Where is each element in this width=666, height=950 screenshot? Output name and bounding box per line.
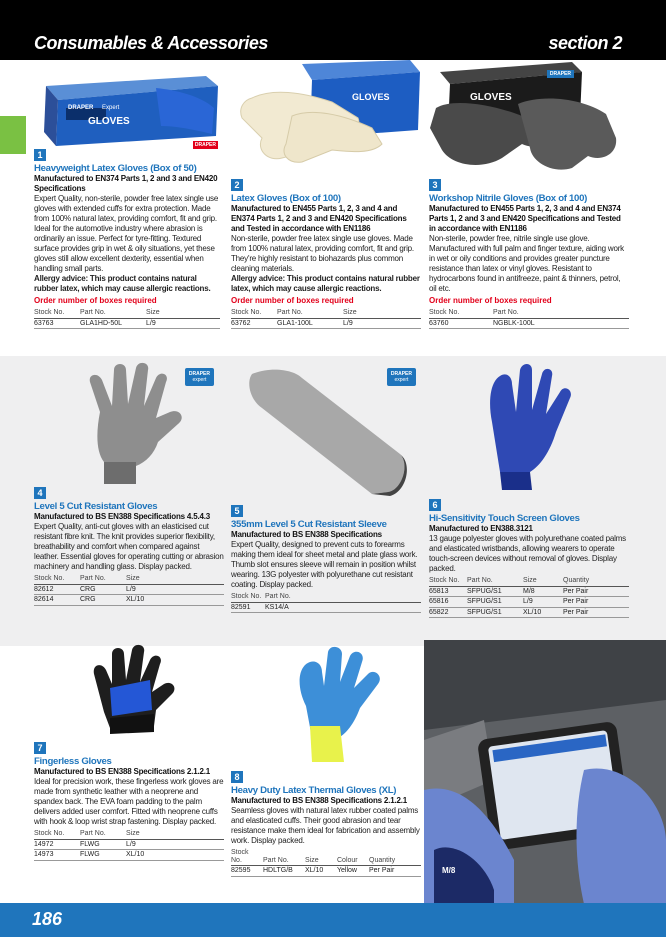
footer-bar (0, 903, 666, 937)
section-label: section 2 (548, 33, 622, 53)
quantity-cell: Per Pair (563, 607, 629, 618)
part-cell: CRG (80, 584, 126, 595)
quantity-cell: Per Pair (369, 866, 421, 877)
quantity-cell: Per Pair (563, 597, 629, 608)
product-title: Level 5 Cut Resistant Gloves (34, 501, 158, 512)
cut-resistant-sleeve-image (232, 362, 422, 502)
col-stock: Stock No. (231, 593, 265, 602)
col-size: Size (305, 849, 337, 866)
col-stock: Stock No. (34, 830, 80, 839)
stock-cell: 65822 (429, 607, 467, 618)
page-header (0, 0, 666, 60)
table-row (34, 850, 224, 861)
product-title: Workshop Nitrile Gloves (Box of 100) (429, 193, 588, 204)
table-row (231, 602, 421, 613)
col-stock: Stock No. (231, 849, 263, 866)
spec-table (34, 575, 224, 606)
size-cell: M/8 (523, 586, 563, 597)
colour-cell: Yellow (337, 866, 369, 877)
part-cell: SFPUG/S1 (467, 586, 523, 597)
touch-screen-glove-image (470, 362, 600, 492)
quantity-cell: Per Pair (563, 586, 629, 597)
table-row (429, 586, 629, 597)
table-row (34, 839, 224, 850)
product-card-7 (34, 738, 224, 861)
product-description: Non-sterile, powder free, nitrile single use glove. Manufactured with full palm and finger texture, aiding work in wet or oily conditions and provides greater puncture resistance than latex or vinyl gloves. Resistant to hydrocarbons found in antifreeze, paint & thinners, petrol, oil etc. (429, 234, 624, 293)
allergy-advice: Allergy advice: This product contains natural rubber latex, which may cause allergic reactions. (231, 274, 420, 293)
table-row (231, 318, 421, 329)
product-description: Non-sterile, powder free latex single use gloves. Made from 100% natural latex, providing comfort, fit and grip. They're highly resistant to biohazards plus common cleaning materials. (231, 234, 414, 273)
latex-gloves-100-image (232, 58, 422, 170)
col-quantity: Quantity (563, 577, 629, 586)
fingerless-glove-image (80, 640, 190, 738)
stock-cell: 14973 (34, 850, 80, 861)
page-number: 186 (32, 909, 63, 929)
product-spec: Manufactured to EN455 Parts 1, 2, 3 and 4 and EN374 Parts 1, 2 and 3 and EN420 Specifications and Tested in accordance with EN1186 (231, 204, 407, 233)
product-description: Expert Quality, non-sterile, powder free latex single use gloves with extended cuffs for extra protection. Made from 100% natural latex, providing comfort, fit and grip. Ideal for the automotive industry where abrasion is ordinarily an issue. Perfect for tyre-fitting. Textured surface provides grip in wet & oily situations, yet these gloves still allow excellent dexterity, essential when handling small parts. (34, 194, 219, 273)
part-cell: SFPUG/S1 (467, 607, 523, 618)
product-card-5 (231, 501, 421, 613)
spec-table (231, 849, 421, 877)
col-size: Size (343, 309, 421, 318)
col-size: Size (126, 575, 224, 584)
product-number: 1 (34, 149, 46, 161)
product-card-1 (34, 145, 220, 329)
spec-table (34, 309, 220, 329)
table-row (429, 607, 629, 618)
product-card-6 (429, 495, 629, 618)
brand-logo-badge: DRAPER (547, 70, 574, 78)
product-spec: Manufactured to BS EN388 Specifications 2.1.2.1 (34, 767, 210, 776)
col-part: Part No. (277, 309, 343, 318)
table-row (34, 595, 224, 606)
box-brand-text: DRAPER (68, 105, 94, 111)
product-number: 8 (231, 771, 243, 783)
product-description: Expert Quality, designed to prevent cuts to forearms making them ideal for sheet metal and plate glass work. Thumb slot ensures sleeve will remain in position whilst wearing. 13G polyester with polyurethane cut resistant coating. Display packed. (231, 540, 418, 589)
size-cell: L/9 (146, 318, 220, 329)
product-description: Expert Quality, anti-cut gloves with an elasticised cut resistant fibre knit. The knit provides superior flexibility, breathability and comfort when compared against leather. Essential gloves for operating cutting or abrasion machinery and handling glass. Display packed. (34, 522, 224, 571)
product-number: 5 (231, 505, 243, 517)
product-number: 4 (34, 487, 46, 499)
col-part: Part No. (467, 577, 523, 586)
product-title: 355mm Level 5 Cut Resistant Sleeve (231, 519, 387, 530)
product-card-2 (231, 175, 421, 329)
box-sub-text: Expert (102, 105, 120, 111)
stock-cell: 63763 (34, 318, 80, 329)
glove-size-print: M/8 (442, 866, 456, 875)
col-part: Part No. (263, 849, 305, 866)
table-row (34, 584, 224, 595)
col-size: Size (523, 577, 563, 586)
product-description: Ideal for precision work, these fingerless work gloves are made from synthetic leather with a neoprene and spandex back. The EVA foam padding to the palm delivers added user comfort. Fitted with neoprene cuffs with hook & loop wrist strap fastening. Display packed. (34, 777, 224, 826)
box-gloves-text: GLOVES (470, 92, 512, 103)
part-cell: GLA1HD-50L (80, 318, 146, 329)
product-title: Heavyweight Latex Gloves (Box of 50) (34, 163, 197, 174)
spec-table (231, 309, 421, 329)
spec-table (34, 830, 224, 861)
table-row (429, 318, 629, 329)
order-note: Order number of boxes required (231, 296, 354, 305)
thermal-glove-image (282, 646, 392, 764)
size-cell: L/9 (126, 584, 224, 595)
part-cell: GLA1-100L (277, 318, 343, 329)
product-card-8 (231, 767, 421, 877)
product-number: 3 (429, 179, 441, 191)
brand-logo-badge (185, 368, 214, 386)
product-spec: Manufactured to EN388.3121 (429, 524, 533, 533)
box-gloves-text: GLOVES (352, 92, 390, 102)
stock-cell: 82595 (231, 866, 263, 877)
box-gloves-text: GLOVES (88, 116, 130, 127)
page-title: Consumables & Accessories (34, 33, 268, 53)
part-cell: FLWG (80, 839, 126, 850)
spec-table (429, 309, 629, 329)
stock-cell: 63760 (429, 318, 493, 329)
part-cell: HDLTG/B (263, 866, 305, 877)
col-part: Part No. (80, 575, 126, 584)
col-part: Part No. (80, 830, 126, 839)
product-title: Heavy Duty Latex Thermal Gloves (XL) (231, 785, 397, 796)
product-title: Latex Gloves (Box of 100) (231, 193, 341, 204)
stock-cell: 82612 (34, 584, 80, 595)
col-stock: Stock No. (34, 575, 80, 584)
table-row (34, 318, 220, 329)
spec-table (429, 577, 629, 618)
table-row (429, 597, 629, 608)
size-cell: L/9 (523, 597, 563, 608)
size-cell: XL/10 (523, 607, 563, 618)
product-card-4 (34, 483, 224, 606)
part-cell: NGBLK-100L (493, 318, 629, 329)
product-title: Hi-Sensitivity Touch Screen Gloves (429, 513, 580, 524)
size-cell: XL/10 (305, 866, 337, 877)
product-spec: Manufactured to BS EN388 Specifications 2.1.2.1 (231, 796, 407, 805)
allergy-advice: Allergy advice: This product contains natural rubber latex, which may cause allergic reactions. (34, 274, 211, 293)
badge-sub: expert (394, 377, 409, 383)
stock-cell: 65813 (429, 586, 467, 597)
product-title: Fingerless Gloves (34, 756, 112, 767)
order-note: Order number of boxes required (34, 296, 157, 305)
size-cell: XL/10 (126, 850, 224, 861)
product-description: 13 gauge polyester gloves with polyurethane coated palms and elasticated wristbands, allowing wearers to operate touch-screen devices without removal of gloves. Display packed. (429, 534, 626, 573)
order-note: Order number of boxes required (429, 296, 552, 305)
badge-brand: DRAPER (188, 371, 210, 377)
col-quantity: Quantity (369, 849, 421, 866)
part-cell: FLWG (80, 850, 126, 861)
brand-logo-badge (387, 368, 416, 386)
part-cell: CRG (80, 595, 126, 606)
size-cell: L/9 (126, 839, 224, 850)
section-tab-marker (0, 116, 26, 154)
col-stock: Stock No. (34, 309, 80, 318)
product-number: 6 (429, 499, 441, 511)
brand-logo-badge: DRAPER (194, 142, 216, 148)
product-spec: Manufactured to BS EN388 Specifications (231, 530, 382, 539)
stock-cell: 82614 (34, 595, 80, 606)
product-spec: Manufactured to EN374 Parts 1, 2 and 3 and EN420 Specifications (34, 174, 218, 193)
col-stock: Stock No. (231, 309, 277, 318)
col-size: Size (126, 830, 224, 839)
product-number: 7 (34, 742, 46, 754)
spec-table (231, 593, 421, 613)
stock-cell: 65816 (429, 597, 467, 608)
col-part: Part No. (265, 593, 421, 602)
col-stock: Stock No. (429, 309, 493, 318)
part-cell: KS14/A (265, 602, 421, 613)
size-cell: L/9 (343, 318, 421, 329)
product-spec: Manufactured to BS EN388 Specifications 4.5.4.3 (34, 512, 210, 521)
nitrile-gloves-box-image (422, 58, 622, 176)
stock-cell: 82591 (231, 602, 265, 613)
product-description: Seamless gloves with natural latex rubber coated palms and elasticated cuffs. Their good abrasion and tear resistance make them ideal for fabrication and assembly work. Display packed. (231, 806, 420, 845)
badge-sub: expert (192, 377, 207, 383)
stock-cell: 63762 (231, 318, 277, 329)
product-card-3 (429, 175, 629, 329)
size-cell: XL/10 (126, 595, 224, 606)
badge-brand: DRAPER (390, 371, 412, 377)
col-part: Part No. (80, 309, 146, 318)
col-colour: Colour (337, 849, 369, 866)
col-stock: Stock No. (429, 577, 467, 586)
phone-glove-photo (424, 640, 666, 904)
col-part: Part No. (493, 309, 629, 318)
cut-resistant-glove-image (70, 362, 220, 487)
product-spec: Manufactured to EN455 Parts 1, 2, 3 and 4 and EN374 Parts 1, 2 and 3 and EN420 Specifications and Tested in accordance with EN1186 (429, 204, 621, 233)
table-row (231, 866, 421, 877)
part-cell: SFPUG/S1 (467, 597, 523, 608)
product-number: 2 (231, 179, 243, 191)
latex-gloves-box-image (36, 74, 226, 149)
stock-cell: 14972 (34, 839, 80, 850)
col-size: Size (146, 309, 220, 318)
